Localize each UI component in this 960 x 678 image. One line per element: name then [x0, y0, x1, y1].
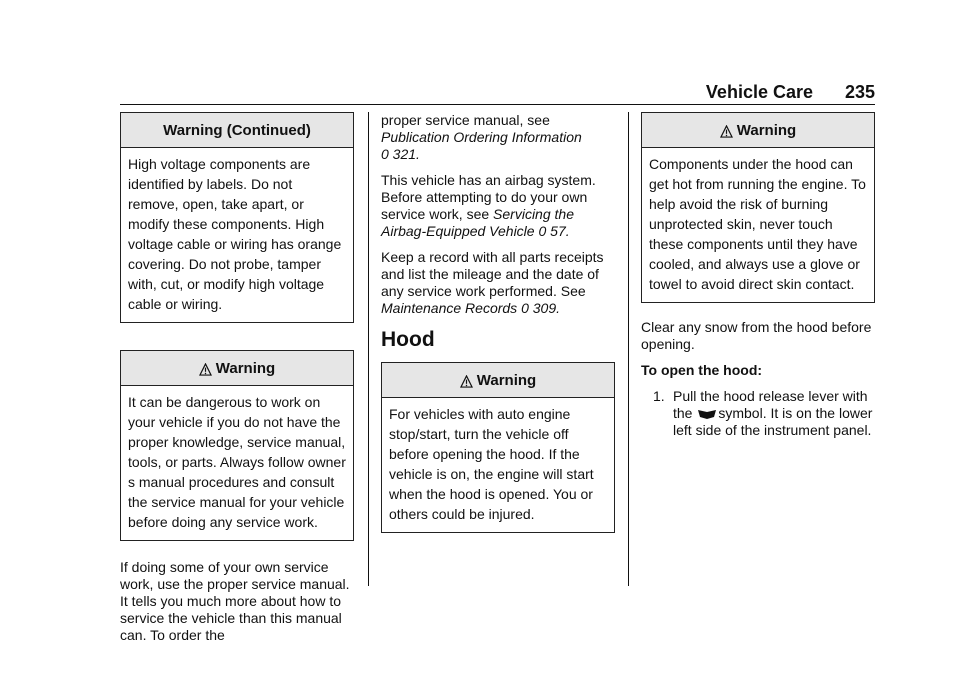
- warning-box-title: Warning (Continued): [121, 113, 353, 148]
- body-paragraph: [381, 249, 615, 317]
- warning-box-body: For vehicles with auto engine stop/start, turn the vehicle off before opening the hood. If the vehicle is on, the engine will start when the hood is opened. You or others could be injured.: [389, 406, 594, 522]
- page-number: 235: [844, 82, 875, 102]
- page-reference[interactable]: 0 57.: [538, 223, 570, 239]
- cross-reference-link[interactable]: Maintenance Records: [381, 300, 518, 316]
- step-text: [673, 388, 875, 439]
- column-1: [120, 112, 354, 653]
- warning-box-header: [642, 113, 874, 148]
- page-reference[interactable]: 0 309.: [521, 300, 561, 316]
- warning-box-body: It can be dangerous to work on your vehicle if you do not have the proper knowledge, service manual, tools, or parts. Always follow owner s manual procedures and consult the service manual for your vehicle before doing any service work.: [128, 394, 346, 530]
- paragraph-text: This vehicle has an airbag system. Before attempting to do your own service work, see: [381, 172, 596, 222]
- warning-box-body: Components under the hood can get hot from running the engine. To help avoid the risk of burning unprotected skin, never touch these components until they have cooled, and always use a glove or towel to avoid direct skin contact.: [649, 156, 866, 292]
- step-text-end: symbol. It is on the lower left side of the instrument panel.: [673, 405, 873, 438]
- warning-icon: [720, 125, 733, 138]
- warning-box: [381, 362, 615, 533]
- section-heading: Hood: [381, 328, 435, 351]
- section-title: Vehicle Care: [705, 82, 813, 102]
- paragraph-text: proper service manual, see: [381, 112, 550, 128]
- body-paragraph: [381, 172, 615, 240]
- warning-box-body: High voltage components are identified by labels. Do not remove, open, take apart, or modify these components. High voltage cable or wiring has orange covering. Do not probe, tamper with, cut, or modify high voltage cable or wiring.: [128, 156, 342, 312]
- column-divider: [628, 112, 629, 586]
- warning-icon: [460, 375, 473, 388]
- hood-release-icon: [697, 408, 717, 420]
- column-divider: [368, 112, 369, 586]
- page-reference[interactable]: 0 321.: [381, 146, 420, 162]
- body-paragraph: Clear any snow from the hood before opening.: [641, 319, 872, 352]
- warning-box-header: [382, 363, 614, 398]
- warning-box-title: Warning: [476, 371, 537, 389]
- warning-box-header: [121, 351, 353, 386]
- paragraph-text: Keep a record with all parts receipts and list the mileage and the date of any service work performed. See: [381, 249, 604, 299]
- column-3: [641, 112, 875, 439]
- warning-icon: [199, 363, 212, 376]
- list-item: [653, 388, 875, 439]
- warning-box: [120, 350, 354, 541]
- warning-box-title: Warning: [215, 359, 276, 377]
- step-number: 1.: [653, 388, 665, 404]
- body-paragraph: [381, 112, 615, 163]
- page-header: [120, 82, 875, 105]
- body-paragraph: If doing some of your own service work, use the proper service manual. It tells you much more about how to service the vehicle than this manual can. To order the: [120, 559, 350, 643]
- column-2: [381, 112, 615, 533]
- warning-box-continued: [120, 112, 354, 323]
- warning-box: [641, 112, 875, 303]
- step-text-start: Pull the hood release lever with the: [673, 388, 868, 421]
- procedure-subheading: To open the hood:: [641, 362, 763, 378]
- cross-reference-link[interactable]: Publication Ordering Information: [381, 129, 582, 145]
- warning-box-title: Warning: [736, 121, 797, 139]
- cross-reference-link[interactable]: Servicing the Airbag-Equipped Vehicle: [381, 206, 574, 239]
